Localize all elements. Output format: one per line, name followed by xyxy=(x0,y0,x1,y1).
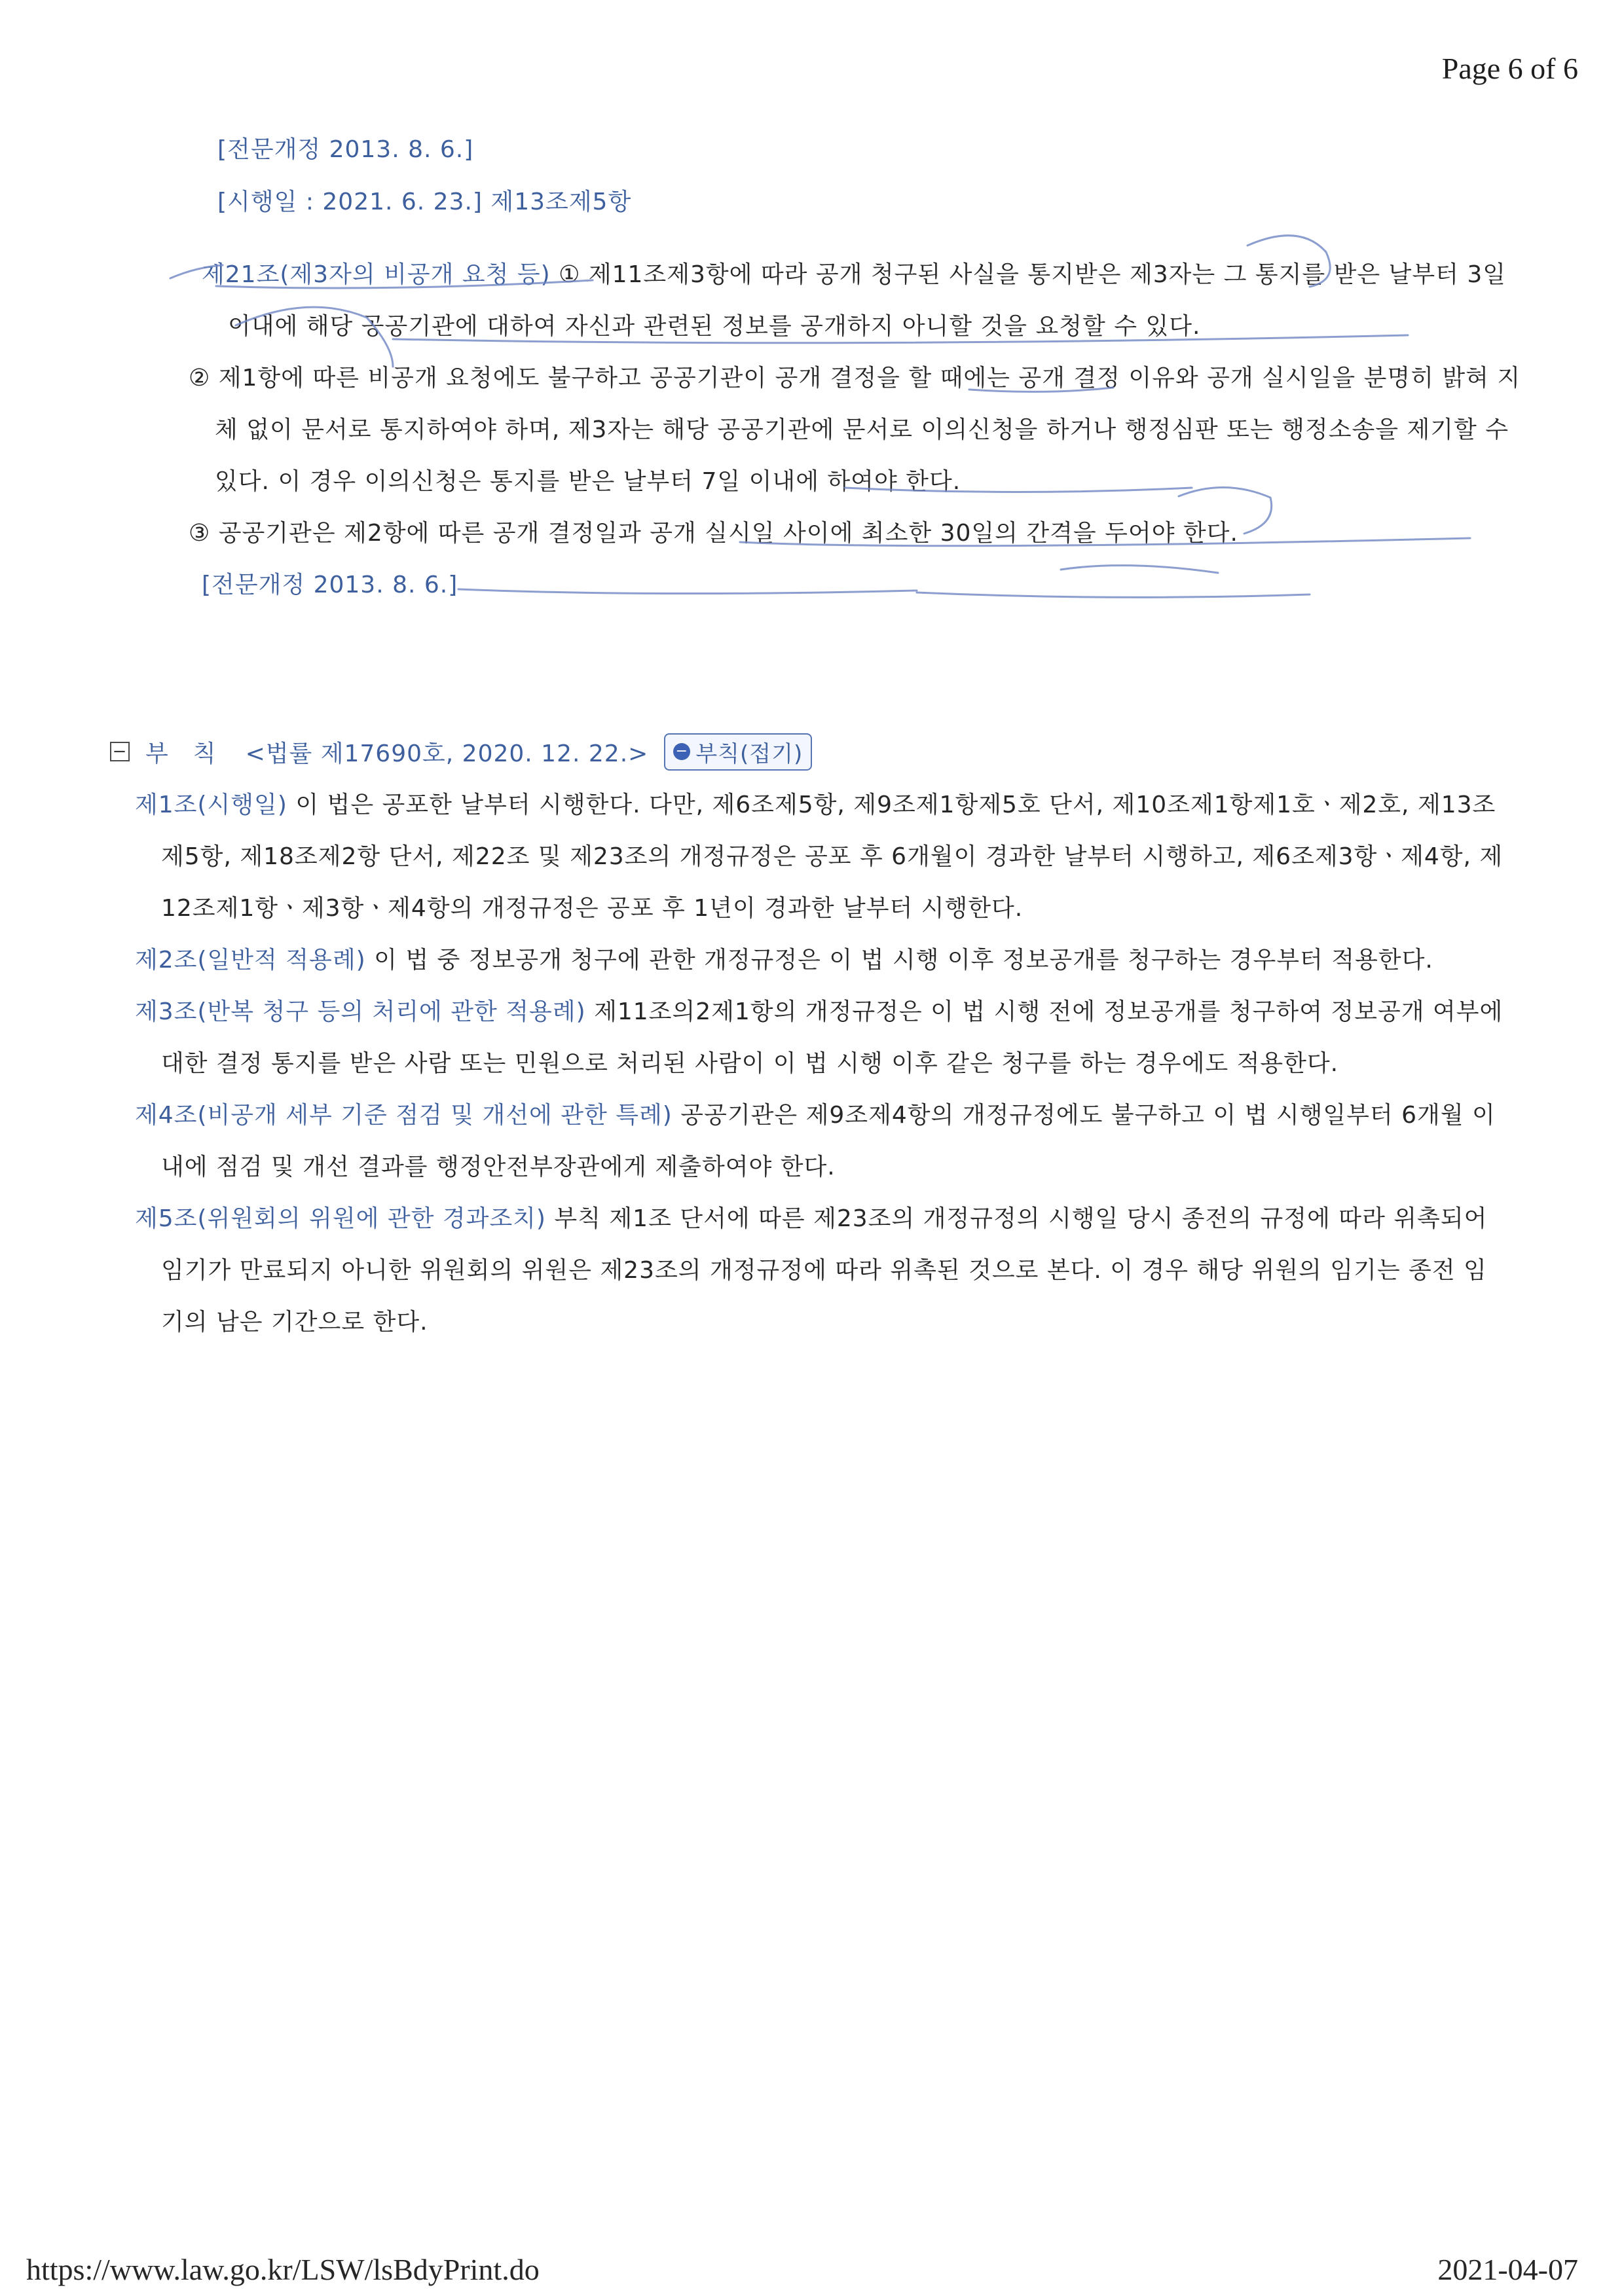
addenda-article-3 xyxy=(135,986,1504,1089)
addenda-header xyxy=(110,732,812,771)
effective-date-note: [시행일 : 2021. 6. 23.] 제13조제5항 xyxy=(217,189,632,215)
article-21-title: 제21조(제3자의 비공개 요청 등) xyxy=(202,261,551,288)
addenda-article-2-text: 이 법 중 정보공개 청구에 관한 개정규정은 이 법 시행 이후 정보공개를 청구하는 경우부터 적용한다. xyxy=(365,947,1433,974)
article-21-text-1: ① 제11조제3항에 따라 공개 청구된 사실을 통지받은 제3자는 그 통지를 받은 날부터 3일 이내에 해당 공공기관에 대하여 자신과 관련된 정보를 공개하지 아니할 것을 요청할 수 있다. xyxy=(228,261,1507,340)
addenda-articles xyxy=(135,779,1504,1348)
addenda-article-5-text: 부칙 제1조 단서에 따른 제23조의 개정규정의 시행일 당시 종전의 규정에 따라 위촉되어 임기가 만료되지 아니한 위원회의 위원은 제23조의 개정규정에 따라 위촉된 것으로 본다. 이 경우 해당 위원의 임기는 종전 임기의 남은 기간으로 한다. xyxy=(161,1205,1488,1336)
addenda-label: 부 칙 xyxy=(145,740,217,767)
addenda-article-4-title: 제4조(비공개 세부 기준 점검 및 개선에 관한 특례) xyxy=(135,1102,673,1129)
addenda-article-3-title: 제3조(반복 청구 등의 처리에 관한 적용례) xyxy=(135,998,586,1025)
addenda-article-3-text: 제11조의2제1항의 개정규정은 이 법 시행 전에 정보공개를 청구하여 정보공개 여부에 대한 결정 통지를 받은 사람 또는 민원으로 처리된 사람이 이 법 시행 이후 같은 청구를 하는 경우에도 적용한다. xyxy=(161,998,1504,1077)
addenda-article-4 xyxy=(135,1089,1504,1193)
addenda-law-reference: <법률 제17690호, 2020. 12. 22.> xyxy=(245,740,649,767)
article-21-paragraph-1 xyxy=(202,249,1524,352)
addenda-article-1-title: 제1조(시행일) xyxy=(135,792,287,818)
article-21 xyxy=(189,249,1524,611)
page-indicator: Page 6 of 6 xyxy=(1441,52,1578,85)
revision-note: [전문개정 2013. 8. 6.] xyxy=(217,136,474,163)
article-21-paragraph-2: ② 제1항에 따른 비공개 요청에도 불구하고 공공기관이 공개 결정을 할 때에는 공개 결정 이유와 공개 실시일을 분명히 밝혀 지체 없이 문서로 통지하여야 하며, 제3자는 해당 공공기관에 문서로 이의신청을 하거나 행정심판 또는 행정소송을 제기할 수 있다. 이 경우 이의신청은 통지를 받은 날부터 7일 이내에 하여야 한다. xyxy=(189,365,1521,495)
addenda-article-4-text: 공공기관은 제9조제4항의 개정규정에도 불구하고 이 법 시행일부터 6개월 이내에 점검 및 개선 결과를 행정안전부장관에게 제출하여야 한다. xyxy=(161,1102,1496,1180)
addenda-article-5 xyxy=(135,1193,1504,1348)
addenda-article-1 xyxy=(135,779,1504,934)
article-21-paragraph-3: ③ 공공기관은 제2항에 따른 공개 결정일과 공개 실시일 사이에 최소한 30일의 간격을 두어야 한다. xyxy=(189,520,1238,547)
addenda-article-2-title: 제2조(일반적 적용례) xyxy=(135,947,366,974)
addenda-collapse-button[interactable] xyxy=(664,733,812,771)
footer-url: https://www.law.go.kr/LSW/lsBdyPrint.do xyxy=(26,2253,540,2286)
minus-box-icon[interactable]: − xyxy=(110,742,130,761)
addenda-article-5-title: 제5조(위원회의 위원에 관한 경과조치) xyxy=(135,1205,546,1232)
addenda-collapse-label: 부칙(접기) xyxy=(695,740,803,767)
footer-date: 2021-04-07 xyxy=(1437,2253,1578,2286)
article-21-revision: [전문개정 2013. 8. 6.] xyxy=(202,572,458,598)
addenda-article-2 xyxy=(135,934,1504,986)
minus-circle-icon: − xyxy=(673,743,690,760)
addenda-article-1-text: 이 법은 공포한 날부터 시행한다. 다만, 제6조제5항, 제9조제1항제5호 단서, 제10조제1항제1호ㆍ제2호, 제13조제5항, 제18조제2항 단서, 제22조 및 제23조의 개정규정은 공포 후 6개월이 경과한 날부터 시행하고, 제6조제3항ㆍ제4항, 제12조제1항ㆍ제3항ㆍ제4항의 개정규정은 공포 후 1년이 경과한 날부터 시행한다. xyxy=(161,792,1504,922)
